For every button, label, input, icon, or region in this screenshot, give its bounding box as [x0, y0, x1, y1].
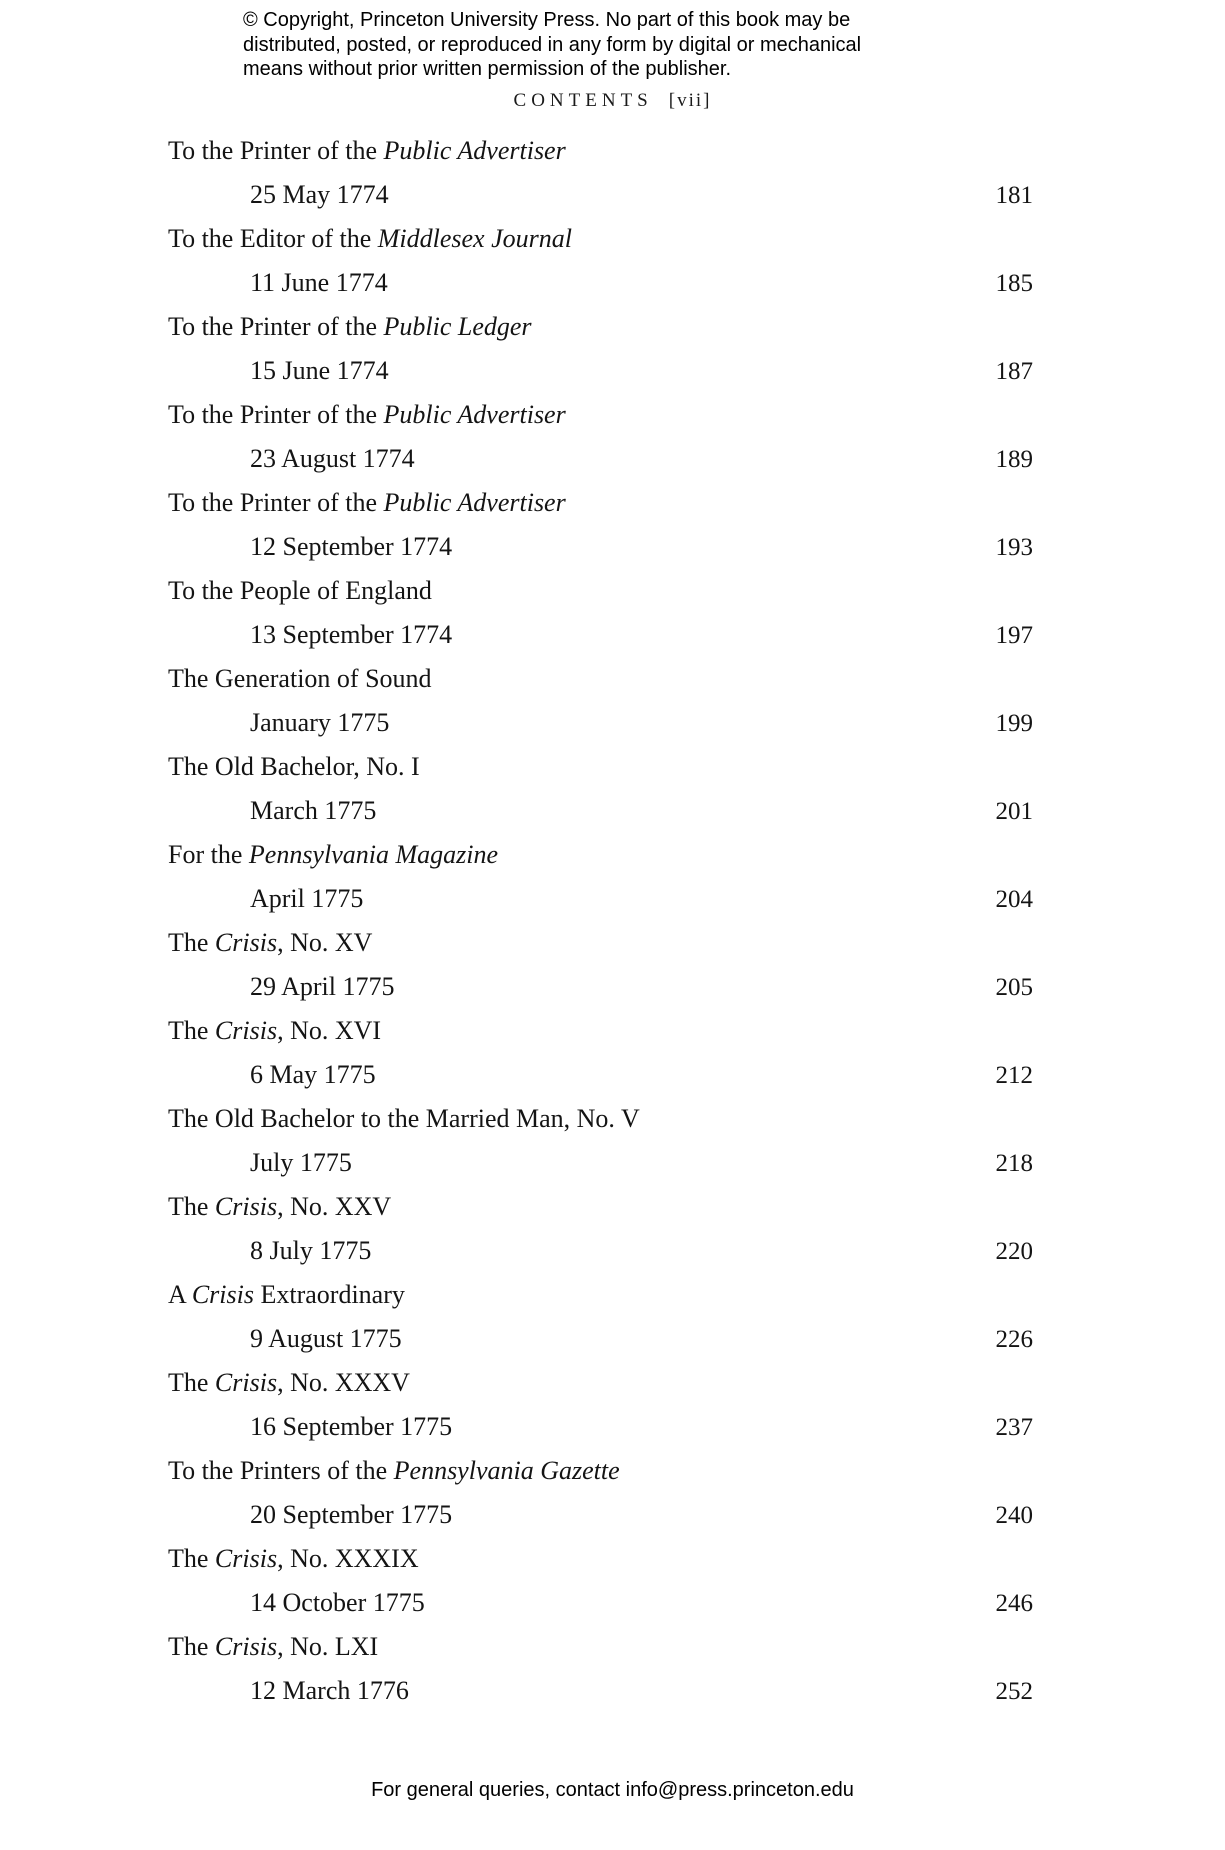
entry-title-italic-segment: Public Advertiser [383, 400, 566, 429]
entry-date-row [168, 1406, 1033, 1448]
entry-page-number: 246 [995, 1590, 1033, 1617]
entry-page-number: 185 [995, 270, 1033, 297]
entry-page-number: 240 [995, 1502, 1033, 1529]
entry-title-italic-segment: Crisis [214, 1016, 278, 1045]
entry-date: April 1775 [250, 884, 364, 913]
table-of-contents [168, 128, 1033, 1712]
entry-title-italic-segment: Public Ledger [383, 312, 532, 341]
entry-date: 14 October 1775 [250, 1588, 425, 1617]
copyright-line: means without prior written permission of the publisher. [243, 58, 732, 80]
entry-page-number: 199 [995, 710, 1033, 737]
copyright-notice [243, 8, 861, 82]
toc-entry [168, 1008, 1033, 1096]
entry-title-segment: The Old Bachelor to the Married Man, No. V [168, 1104, 640, 1133]
entry-date-row [168, 878, 1033, 920]
toc-entry [168, 1360, 1033, 1448]
entry-page-number: 193 [995, 534, 1033, 561]
entry-title [168, 1536, 1033, 1582]
toc-entry [168, 920, 1033, 1008]
entry-title-italic-segment: Public Advertiser [383, 136, 566, 165]
entry-date-row [168, 262, 1033, 304]
entry-title-segment: Extraordinary [254, 1280, 405, 1309]
entry-title-segment: To the Editor of the [168, 224, 378, 253]
entry-title-italic-segment: Crisis [214, 1192, 278, 1221]
entry-page-number: 181 [995, 182, 1033, 209]
entry-date-row [168, 1054, 1033, 1096]
entry-date-row [168, 1494, 1033, 1536]
footer-contact-line: For general queries, contact info@press.princeton.edu [371, 1779, 854, 1801]
entry-title [168, 1624, 1033, 1670]
entry-date: 9 August 1775 [250, 1324, 402, 1353]
entry-date-row [168, 1230, 1033, 1272]
entry-title [168, 1272, 1033, 1318]
entry-title-segment: To the Printers of the [168, 1456, 394, 1485]
entry-title-segment: The [168, 928, 215, 957]
entry-page-number: 205 [995, 974, 1033, 1001]
entry-title-segment: , No. XXV [277, 1192, 392, 1221]
entry-title-segment: , No. XXXIX [277, 1544, 419, 1573]
entry-title [168, 920, 1033, 966]
entry-date-row [168, 1670, 1033, 1712]
entry-date: 29 April 1775 [250, 972, 395, 1001]
entry-page-number: 212 [995, 1062, 1033, 1089]
entry-date: 12 September 1774 [250, 532, 453, 561]
entry-title-italic-segment: Crisis [214, 1368, 278, 1397]
entry-date: January 1775 [250, 708, 390, 737]
entry-page-number: 237 [995, 1414, 1033, 1441]
entry-date: 6 May 1775 [250, 1060, 376, 1089]
copyright-line: distributed, posted, or reproduced in any form by digital or mechanical [243, 33, 862, 56]
toc-entry [168, 392, 1033, 480]
entry-date: 8 July 1775 [250, 1236, 372, 1265]
entry-title-italic-segment: Pennsylvania Magazine [248, 840, 498, 869]
toc-entry [168, 304, 1033, 392]
entry-title-segment: The [168, 1544, 215, 1573]
entry-title-segment: , No. LXI [277, 1632, 379, 1661]
entry-title [168, 216, 1033, 262]
entry-title [168, 832, 1033, 878]
entry-date-row [168, 526, 1033, 568]
entry-page-number: 201 [995, 798, 1033, 825]
entry-page-number: 189 [995, 446, 1033, 473]
entry-title [168, 1008, 1033, 1054]
entry-title [168, 568, 1033, 614]
entry-title [168, 1184, 1033, 1230]
entry-date: March 1775 [250, 796, 377, 825]
entry-date-row [168, 438, 1033, 480]
toc-entry [168, 1624, 1033, 1712]
entry-date: 25 May 1774 [250, 180, 389, 209]
entry-date: 23 August 1774 [250, 444, 415, 473]
entry-date: 15 June 1774 [250, 356, 389, 385]
entry-title [168, 128, 1033, 174]
entry-title-segment: The [168, 1368, 215, 1397]
toc-entry [168, 216, 1033, 304]
entry-title-italic-segment: Crisis [214, 1544, 278, 1573]
entry-title-segment: , No. XXXV [277, 1368, 410, 1397]
entry-title [168, 1360, 1033, 1406]
entry-title-segment: For the [168, 840, 249, 869]
toc-entry [168, 744, 1033, 832]
entry-title [168, 1448, 1033, 1494]
entry-title-segment: A [168, 1280, 192, 1309]
entry-title-italic-segment: Crisis [214, 1632, 278, 1661]
contents-heading: CONTENTS [513, 90, 653, 111]
entry-title-italic-segment: Pennsylvania Gazette [393, 1456, 620, 1485]
entry-date: July 1775 [250, 1148, 352, 1177]
running-head [0, 90, 1225, 112]
toc-entry [168, 128, 1033, 216]
entry-page-number: 252 [995, 1678, 1033, 1705]
entry-title-segment: To the Printer of the [168, 136, 384, 165]
entry-title-segment: To the Printer of the [168, 312, 384, 341]
toc-entry [168, 1184, 1033, 1272]
entry-title-segment: , No. XV [277, 928, 373, 957]
entry-title-italic-segment: Crisis [191, 1280, 254, 1309]
entry-date-row [168, 174, 1033, 216]
entry-date-row [168, 1318, 1033, 1360]
entry-title-segment: , No. XVI [277, 1016, 382, 1045]
entry-page-number: 226 [995, 1326, 1033, 1353]
entry-title-segment: The [168, 1192, 215, 1221]
toc-entry [168, 832, 1033, 920]
entry-title-italic-segment: Crisis [214, 928, 278, 957]
entry-title-segment: The Generation of Sound [168, 664, 432, 693]
entry-page-number: 218 [995, 1150, 1033, 1177]
entry-date: 20 September 1775 [250, 1500, 453, 1529]
entry-date: 12 March 1776 [250, 1676, 409, 1705]
entry-title [168, 656, 1033, 702]
entry-date: 11 June 1774 [250, 268, 388, 297]
entry-title-segment: The [168, 1632, 215, 1661]
entry-title-segment: To the Printer of the [168, 488, 384, 517]
entry-date-row [168, 614, 1033, 656]
entry-date-row [168, 790, 1033, 832]
entry-title-segment: To the People of England [168, 576, 432, 605]
entry-title [168, 744, 1033, 790]
entry-page-number: 204 [995, 886, 1033, 913]
entry-title-segment: The [168, 1016, 215, 1045]
entry-title-italic-segment: Public Advertiser [383, 488, 566, 517]
entry-date-row [168, 1582, 1033, 1624]
toc-entry [168, 480, 1033, 568]
entry-title-segment: The Old Bachelor, No. I [168, 752, 420, 781]
entry-page-number: 220 [995, 1238, 1033, 1265]
entry-title [168, 304, 1033, 350]
entry-page-number: 187 [995, 358, 1033, 385]
entry-date-row [168, 966, 1033, 1008]
entry-title-italic-segment: Middlesex Journal [377, 224, 572, 253]
copyright-line: © Copyright, Princeton University Press. No part of this book may be [243, 9, 851, 31]
entry-title [168, 480, 1033, 526]
entry-date-row [168, 1142, 1033, 1184]
toc-entry [168, 568, 1033, 656]
entry-date: 16 September 1775 [250, 1412, 453, 1441]
entry-date-row [168, 350, 1033, 392]
entry-title-segment: To the Printer of the [168, 400, 384, 429]
entry-page-number: 197 [995, 622, 1033, 649]
toc-entry [168, 1448, 1033, 1536]
toc-entry [168, 1536, 1033, 1624]
entry-title [168, 392, 1033, 438]
entry-date-row [168, 702, 1033, 744]
entry-title [168, 1096, 1033, 1142]
toc-entry [168, 1272, 1033, 1360]
page-folio: [vii] [668, 90, 712, 111]
entry-date: 13 September 1774 [250, 620, 453, 649]
toc-entry [168, 1096, 1033, 1184]
toc-entry [168, 656, 1033, 744]
